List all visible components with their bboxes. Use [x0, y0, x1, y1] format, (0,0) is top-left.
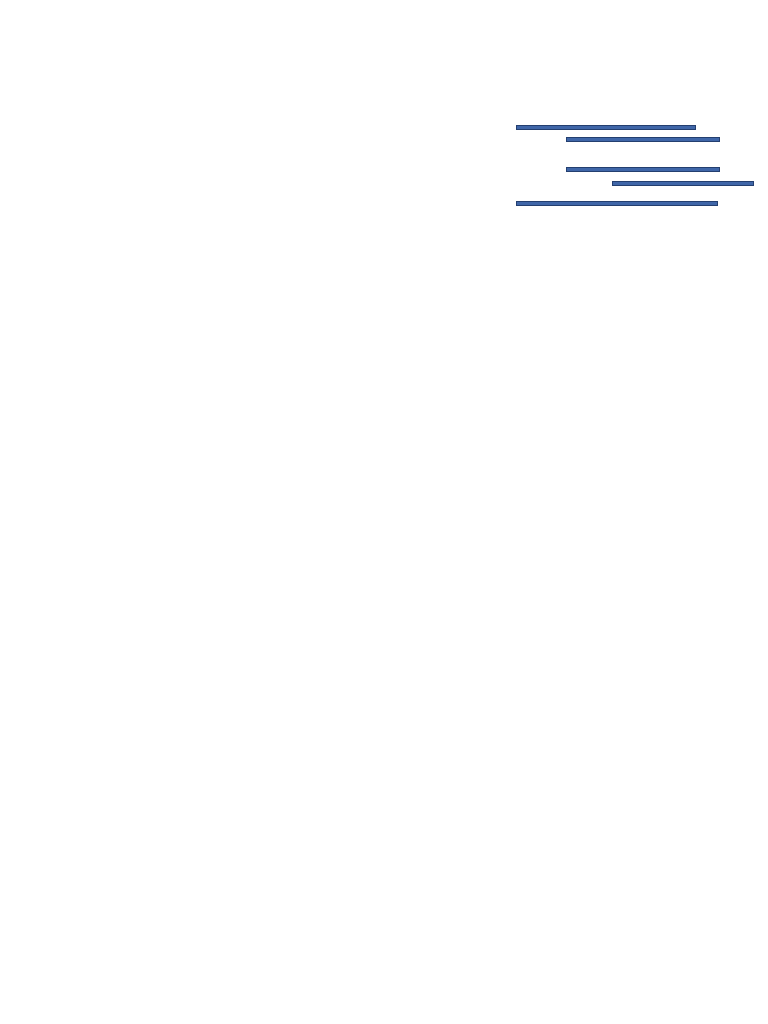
gantt-bar-demolition	[566, 167, 720, 172]
gantt-bar-decapage	[612, 181, 754, 186]
gantt-bar-installation	[516, 125, 696, 130]
gantt-bar-depose	[516, 201, 718, 206]
gantt-bar-cloture	[566, 137, 720, 142]
